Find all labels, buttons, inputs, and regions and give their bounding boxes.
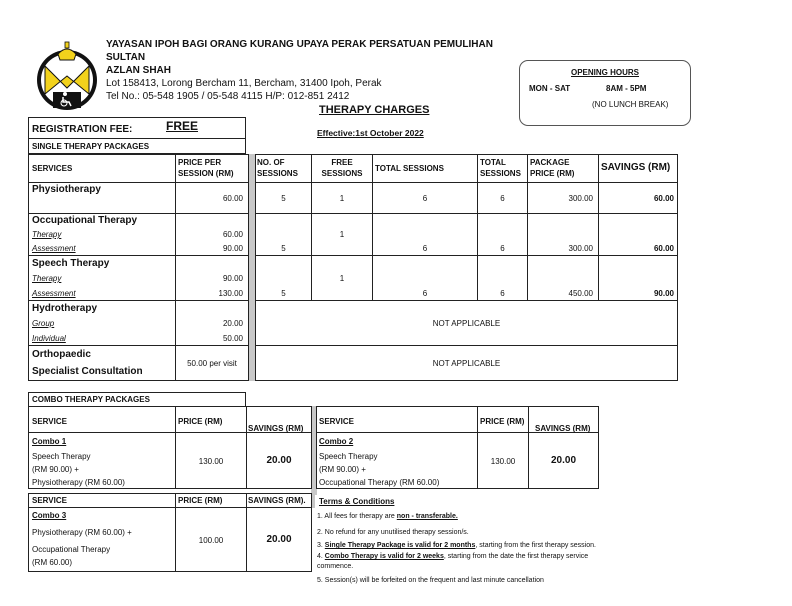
ortho-not-applicable: NOT APPLICABLE: [432, 359, 501, 368]
combo1-price: 130.00: [198, 457, 224, 466]
occupational-total-sessions: 6: [422, 244, 428, 253]
occupational-free: 1: [339, 230, 345, 239]
combo2-line1: Speech Therapy: [319, 452, 378, 461]
combo1-line2: (RM 90.00) +: [32, 465, 79, 474]
combo1-line1: Speech Therapy: [32, 452, 91, 461]
single-packages-title: SINGLE THERAPY PACKAGES: [32, 142, 150, 151]
occupational-total: 6: [500, 244, 505, 253]
opening-hours-box: [519, 60, 691, 126]
registration-value: FREE: [166, 119, 199, 133]
opening-hours-title: OPENING HOURS: [570, 68, 639, 77]
combo3-header-service: SERVICE: [32, 496, 67, 505]
term-4: 4. Combo Therapy is valid for 2 weeks, starting from the date the first therapy service: [317, 553, 589, 560]
speech-total: 6: [500, 289, 505, 298]
combo2-name: Combo 2: [319, 437, 354, 446]
combo-header-service-left: SERVICE: [32, 417, 67, 426]
org-name-line1: YAYASAN IPOH BAGI ORANG KURANG UPAYA PERAK PERSATUAN PEMULIHAN SULTAN: [106, 39, 493, 63]
combo3-line2: Occupational Therapy: [32, 545, 111, 554]
combo-packages-title: COMBO THERAPY PACKAGES: [32, 395, 150, 404]
physio-free: 1: [339, 194, 345, 203]
hydro-sub-group: Group: [32, 319, 55, 328]
combo1-savings: 20.00: [266, 455, 292, 466]
col-header-total-1: TOTAL: [480, 158, 506, 167]
org-address: Lot 158413, Lorong Bercham 11, Bercham, 31400 Ipoh, Perak: [106, 78, 382, 89]
hydro-not-applicable: NOT APPLICABLE: [432, 319, 501, 328]
occupational-sub-therapy: Therapy: [32, 230, 62, 239]
speech-sub-assessment: Assessment: [32, 289, 76, 298]
term-1: 1. All fees for therapy are non - transferable.: [317, 513, 458, 520]
occupational-sub-assessment: Assessment: [32, 244, 76, 253]
physio-total: 6: [500, 194, 505, 203]
col-header-savings: SAVINGS (RM): [601, 162, 671, 173]
registration-label: REGISTRATION FEE:: [32, 124, 133, 135]
col-header-free-2: SESSIONS: [321, 169, 363, 178]
speech-free: 1: [339, 274, 345, 283]
combo2-line3: Occupational Therapy (RM 60.00): [319, 478, 440, 487]
opening-note: (NO LUNCH BREAK): [592, 100, 669, 109]
occupational-price-therapy: 60.00: [222, 230, 243, 239]
occupational-name: Occupational Therapy: [32, 215, 138, 226]
combo1-line3: Physiotherapy (RM 60.00): [32, 478, 125, 487]
occupational-package: 300.00: [568, 244, 593, 253]
ortho-name-2: Specialist Consultation: [32, 366, 143, 377]
term-4-continued: commence.: [317, 563, 354, 570]
col-header-sessions-2: SESSIONS: [257, 169, 298, 178]
hydro-price-individual: 50.00: [222, 334, 243, 343]
page-title: THERAPY CHARGES: [319, 104, 430, 116]
col-header-free-1: FREE: [331, 158, 353, 167]
occupational-price-assessment: 90.00: [222, 244, 243, 253]
combo3-header-price: PRICE (RM): [178, 496, 223, 505]
occupational-sessions: 5: [281, 244, 286, 253]
col-header-price-1: PRICE PER: [178, 158, 222, 167]
speech-package: 450.00: [568, 289, 593, 298]
combo-header-price-right: PRICE (RM): [480, 417, 525, 426]
ortho-name-1: Orthopaedic: [32, 349, 91, 360]
col-header-total-2: SESSIONS: [480, 169, 521, 178]
combo3-line1: Physiotherapy (RM 60.00) +: [32, 528, 132, 537]
combo1-name: Combo 1: [32, 437, 67, 446]
organization-header: [106, 38, 506, 103]
combo-header-service-right: SERVICE: [319, 417, 354, 426]
organization-logo: [36, 36, 98, 112]
physio-savings: 60.00: [653, 194, 674, 203]
col-header-services: SERVICES: [32, 164, 73, 173]
speech-savings: 90.00: [653, 289, 674, 298]
term-3: 3. Single Therapy Package is valid for 2 months, starting from the first therapy session.: [317, 542, 596, 549]
hydro-price-group: 20.00: [222, 319, 243, 328]
combo3-savings: 20.00: [266, 534, 292, 545]
combo2-price: 130.00: [490, 457, 516, 466]
org-name-line2: AZLAN SHAH: [106, 65, 171, 76]
hydro-sub-individual: Individual: [32, 334, 66, 343]
hydro-name: Hydrotherapy: [32, 303, 98, 314]
terms-title: Terms & Conditions: [319, 497, 395, 506]
physio-package: 300.00: [568, 194, 593, 203]
speech-price-assessment: 130.00: [218, 289, 243, 298]
col-header-total-sessions: TOTAL SESSIONS: [375, 164, 444, 173]
physio-name: Physiotherapy: [32, 184, 101, 195]
occupational-savings: 60.00: [653, 244, 674, 253]
physio-total-sessions: 6: [422, 194, 428, 203]
combo2-savings: 20.00: [550, 455, 577, 466]
term-5: 5. Session(s) will be forfeited on the frequent and last minute cancellation: [317, 577, 544, 584]
ortho-price: 50.00 per visit: [187, 359, 237, 368]
combo-header-savings-left: SAVINGS (RM): [248, 424, 304, 433]
speech-sessions: 5: [281, 289, 286, 298]
col-header-price-2: SESSION (RM): [178, 169, 234, 178]
speech-price-therapy: 90.00: [222, 274, 243, 283]
col-header-package-2: PRICE (RM): [530, 169, 575, 178]
combo3-header-savings: SAVINGS (RM).: [248, 496, 306, 505]
combo-header-savings-right: SAVINGS (RM): [535, 424, 591, 433]
combo3-price: 100.00: [198, 536, 224, 545]
col-header-package-1: PACKAGE: [530, 158, 570, 167]
physio-sessions: 5: [281, 194, 286, 203]
combo3-line3: (RM 60.00): [32, 558, 73, 567]
col-header-sessions-1: NO. OF: [257, 158, 285, 167]
opening-days: MON - SAT: [529, 84, 571, 93]
speech-name: Speech Therapy: [32, 258, 110, 269]
physio-price: 60.00: [222, 194, 243, 203]
speech-sub-therapy: Therapy: [32, 274, 62, 283]
term-2: 2. No refund for any unutilised therapy session/s.: [317, 529, 469, 536]
combo-header-price-left: PRICE (RM): [178, 417, 223, 426]
effective-date: Effective:1st October 2022: [317, 128, 424, 138]
speech-total-sessions: 6: [422, 289, 428, 298]
opening-time: 8AM - 5PM: [606, 84, 647, 93]
org-contact: Tel No.: 05-548 1905 / 05-548 4115 H/P: 012-851 2412: [106, 91, 350, 102]
combo3-name: Combo 3: [32, 511, 67, 520]
combo2-line2: (RM 90.00) +: [319, 465, 366, 474]
